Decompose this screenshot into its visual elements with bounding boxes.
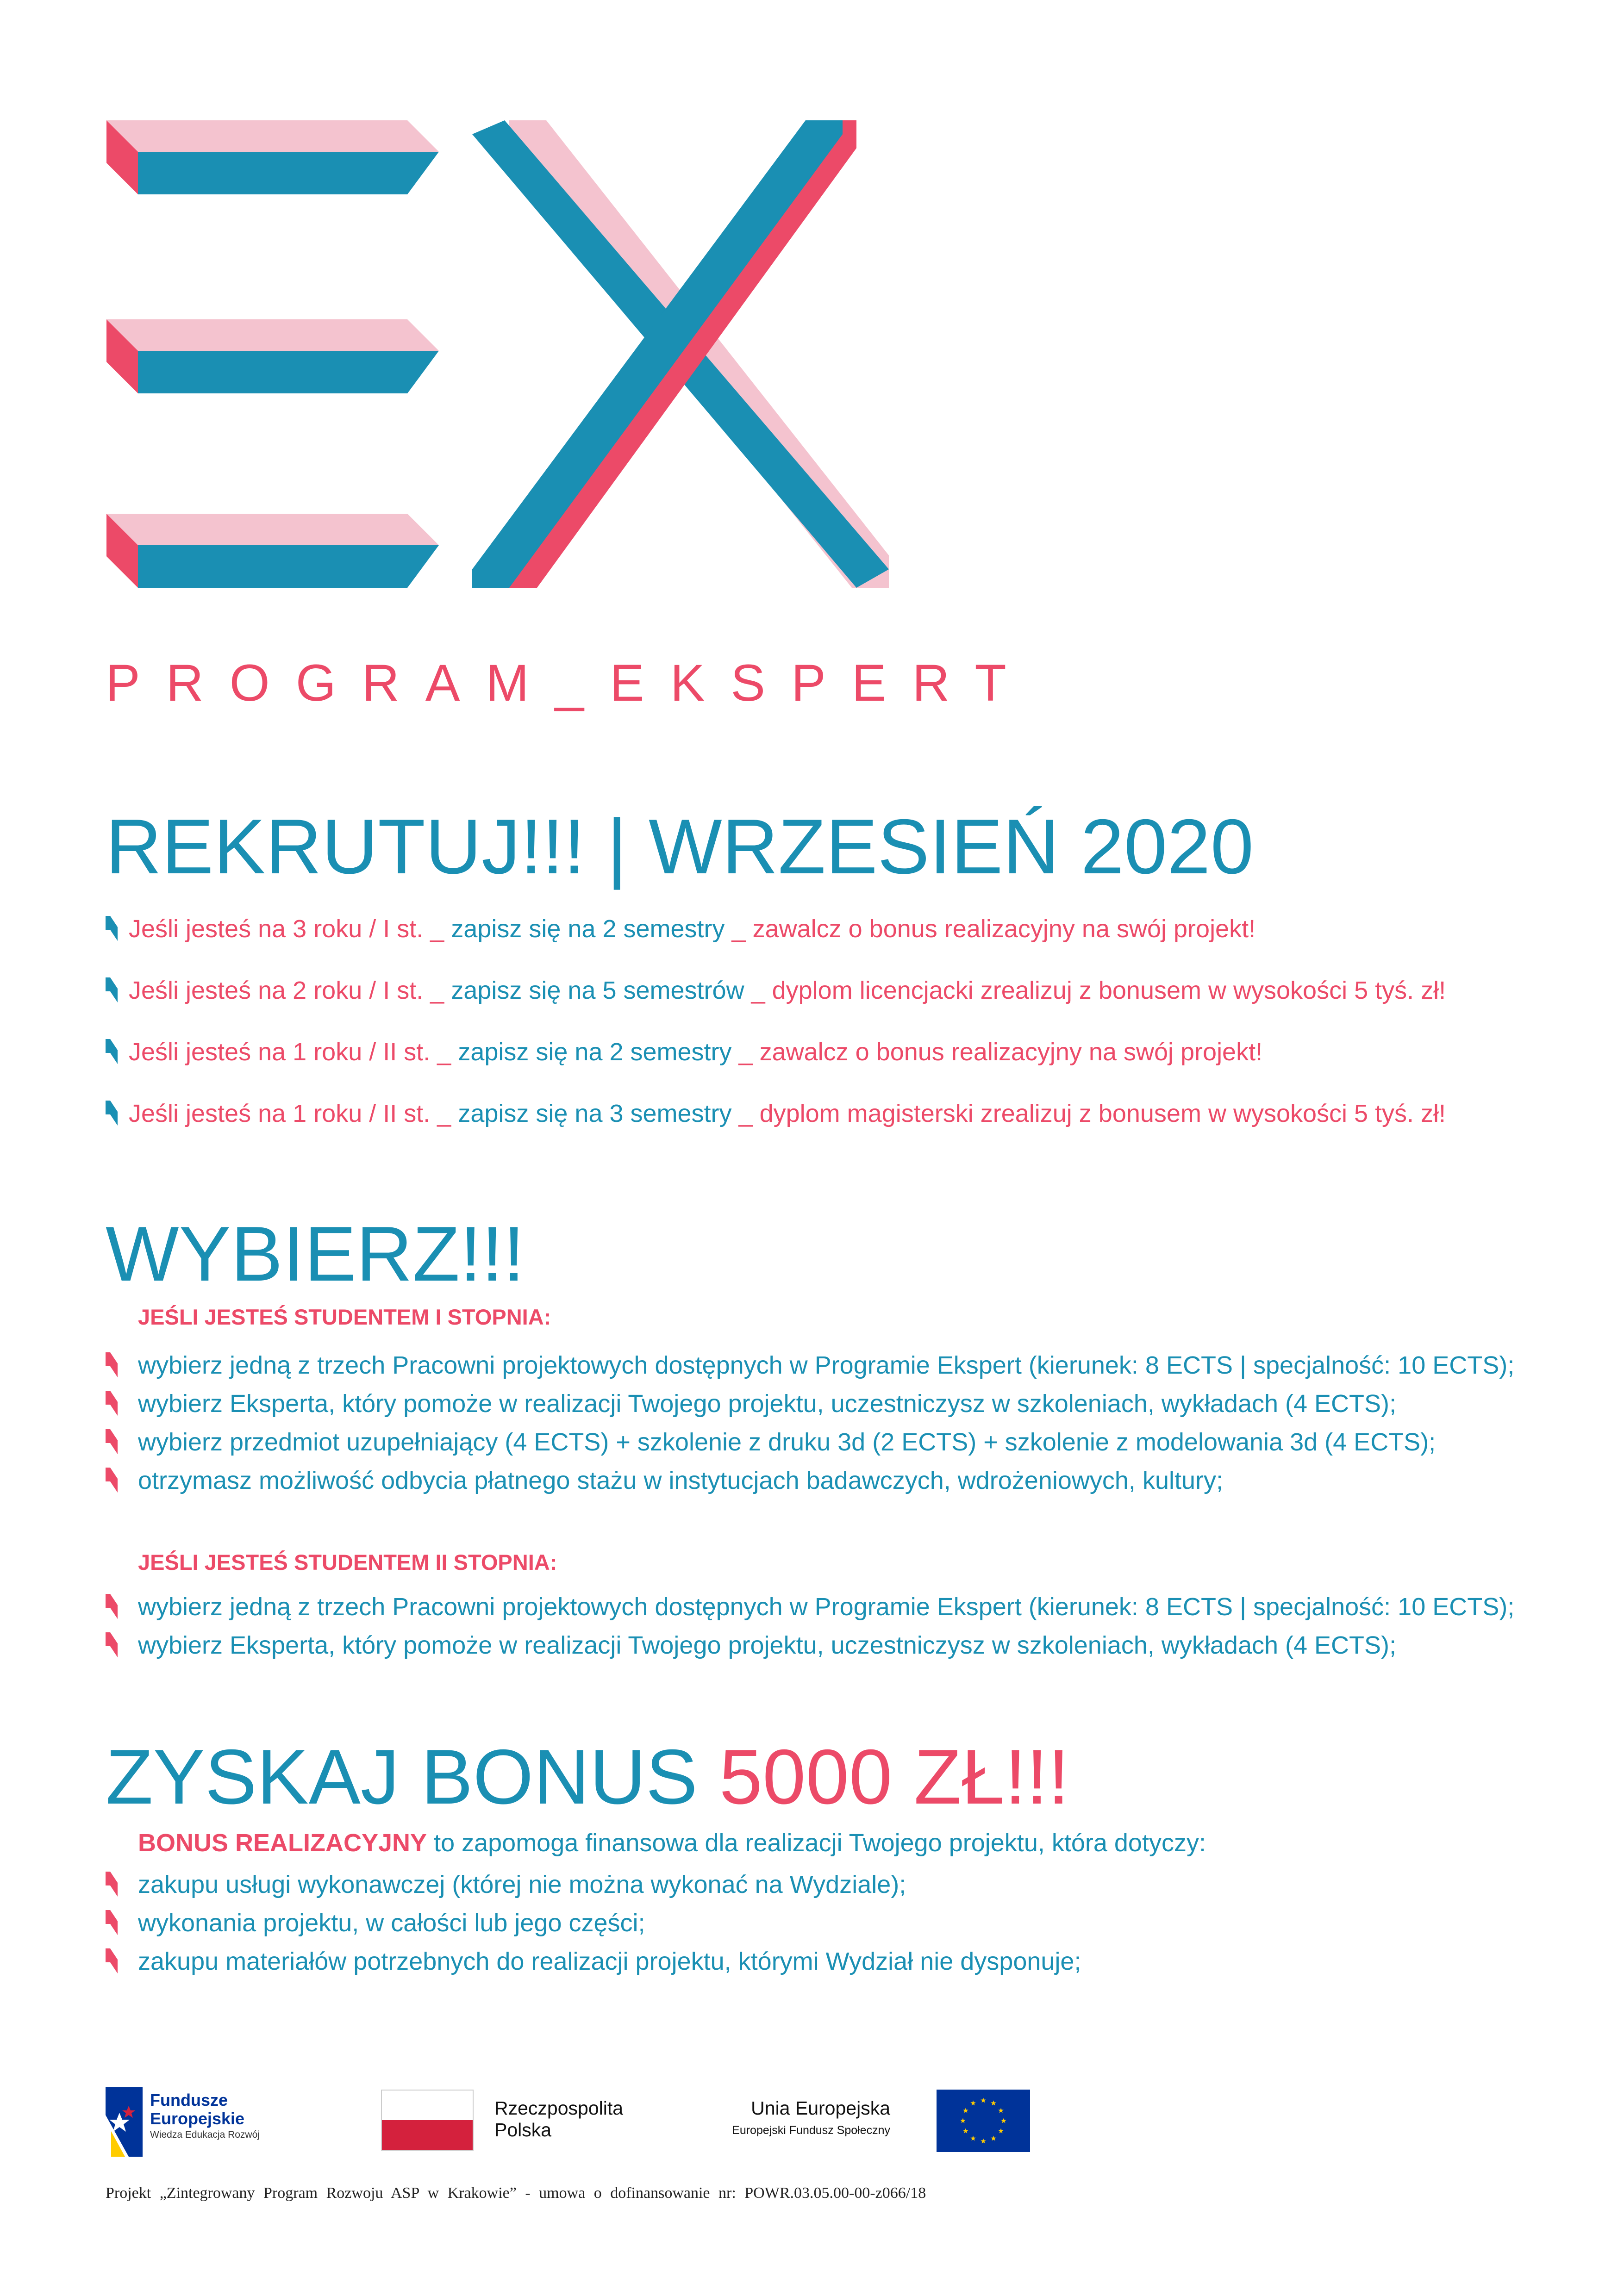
list-item: Jeśli jesteś na 1 roku / II st. _ zapisz się na 2 semestry _ zawalcz o bonus realizacyjny na swój projekt! — [106, 1037, 1446, 1099]
list-item: wybierz Eksperta, który pomoże w realizacji Twojego projektu, uczestniczysz w szkoleniach, wykładach (4 ECTS); — [106, 1389, 1514, 1427]
pink-marker-icon — [106, 1391, 118, 1419]
first-degree-heading: JEŚLI JESTEŚ STUDENTEM I STOPNIA: — [138, 1305, 551, 1329]
pink-marker-icon — [106, 1948, 118, 1976]
fundusze-europejskie-logo — [106, 2087, 143, 2157]
second-degree-heading: JEŚLI JESTEŚ STUDENTEM II STOPNIA: — [138, 1550, 557, 1574]
choose-title: WYBIERZ!!! — [106, 1210, 525, 1297]
list-item: wybierz Eksperta, który pomoże w realizacji Twojego projektu, uczestniczysz w szkoleniach, wykładach (4 ECTS); — [106, 1630, 1514, 1669]
first-degree-list — [106, 1350, 1514, 1504]
teal-marker-icon — [106, 916, 118, 944]
bonus-list — [106, 1870, 1081, 1985]
e-bar-top — [106, 120, 439, 194]
list-item: wybierz jedną z trzech Pracowni projektowych dostępnych w Programie Ekspert (kierunek: 8 ECTS | specjalność: 10 ECTS); — [106, 1350, 1514, 1389]
pink-marker-icon — [106, 1910, 118, 1938]
second-degree-list — [106, 1592, 1514, 1669]
recruit-list — [106, 914, 1446, 1160]
pink-marker-icon — [106, 1468, 118, 1495]
bonus-intro: BONUS REALIZACYJNY to zapomoga finansowa dla realizacji Twojego projektu, która dotyczy: — [138, 1829, 1206, 1857]
pink-marker-icon — [106, 1429, 118, 1457]
teal-marker-icon — [106, 977, 118, 1005]
project-note: Projekt „Zintegrowany Program Rozwoju ASP w Krakowie” - umowa o dofinansowanie nr: POWR.03.05.00-00-z066/18 — [106, 2184, 926, 2202]
list-item: Jeśli jesteś na 1 roku / II st. _ zapisz się na 3 semestry _ dyplom magisterski zrealizuj z bonusem w wysokości 5 tyś. zł! — [106, 1099, 1446, 1160]
fundusze-europejskie-text: Fundusze Europejskie Wiedza Edukacja Rozwój — [150, 2091, 260, 2140]
list-item: zakupu usługi wykonawczej (której nie można wykonać na Wydziale); — [106, 1870, 1081, 1908]
bonus-title: ZYSKAJ BONUS 5000 ZŁ!!! — [106, 1733, 1070, 1820]
x-letter — [472, 120, 889, 588]
unia-europejska-text: Unia Europejska Europejski Fundusz Społeczny — [732, 2097, 890, 2137]
pink-marker-icon — [106, 1352, 118, 1380]
e-bar-middle — [106, 319, 439, 393]
list-item: Jeśli jesteś na 2 roku / I st. _ zapisz się na 5 semestrów _ dyplom licencjacki zrealizuj z bonusem w wysokości 5 tyś. zł! — [106, 976, 1446, 1037]
ex-logo — [93, 106, 907, 597]
pink-marker-icon — [106, 1632, 118, 1660]
list-item: otrzymasz możliwość odbycia płatnego stażu w instytucjach badawczych, wdrożeniowych, kultury; — [106, 1466, 1514, 1504]
pink-marker-icon — [106, 1872, 118, 1899]
funding-logos — [106, 2087, 1078, 2166]
list-item: wybierz jedną z trzech Pracowni projektowych dostępnych w Programie Ekspert (kierunek: 8 ECTS | specjalność: 10 ECTS); — [106, 1592, 1514, 1630]
list-item: wykonania projektu, w całości lub jego części; — [106, 1908, 1081, 1947]
e-bar-bottom — [106, 514, 439, 588]
eu-flag — [937, 2090, 1030, 2152]
teal-marker-icon — [106, 1101, 118, 1128]
polish-flag — [381, 2090, 474, 2151]
pink-marker-icon — [106, 1594, 118, 1622]
rzeczpospolita-polska-text: Rzeczpospolita Polska — [494, 2097, 624, 2141]
list-item: Jeśli jesteś na 3 roku / I st. _ zapisz się na 2 semestry _ zawalcz o bonus realizacyjny na swój projekt! — [106, 914, 1446, 976]
program-name: PROGRAM_EKSPERT — [106, 654, 1032, 712]
list-item: zakupu materiałów potrzebnych do realizacji projektu, którymi Wydział nie dysponuje; — [106, 1947, 1081, 1985]
recruit-title: REKRUTUJ!!! | WRZESIEŃ 2020 — [106, 803, 1254, 890]
teal-marker-icon — [106, 1039, 118, 1067]
list-item: wybierz przedmiot uzupełniający (4 ECTS) + szkolenie z druku 3d (2 ECTS) + szkolenie z modelowania 3d (4 ECTS); — [106, 1427, 1514, 1466]
